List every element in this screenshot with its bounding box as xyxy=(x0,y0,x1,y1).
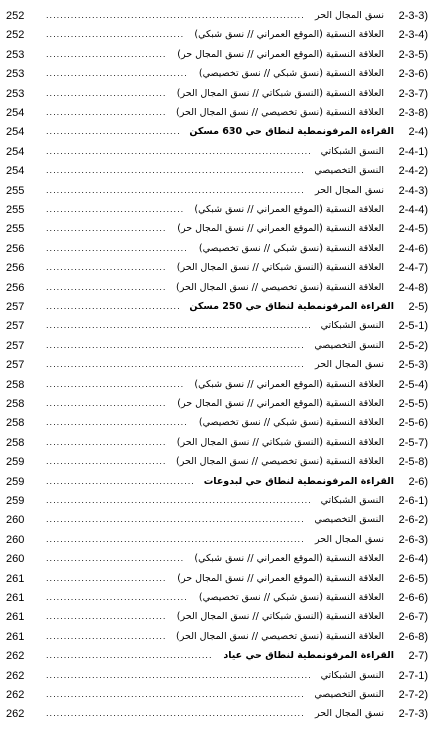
dot-leader: ...................................... xyxy=(46,127,181,137)
entry-number: 2-4-7) xyxy=(398,262,428,275)
toc-entry xyxy=(0,452,434,472)
dot-leader: .......................................... xyxy=(46,476,195,486)
entry-title: القراءة المرفونمطية لنطاق حي 250 مسكن xyxy=(189,301,394,312)
dot-leader: ............................................... xyxy=(46,651,213,661)
dot-leader: ......................................................................... xyxy=(46,166,305,176)
toc-entry xyxy=(0,549,434,569)
dot-leader: ......................................................................... xyxy=(46,185,305,195)
entry-page-number: 256 xyxy=(6,281,25,294)
entry-title: نسق المجال الحر xyxy=(315,10,384,21)
entry-page-number: 261 xyxy=(6,572,25,585)
toc-entry xyxy=(0,472,434,492)
entry-title: العلاقة النسقية (الموقع العمراني // نسق شبكي) xyxy=(194,29,384,41)
entry-number: 2-4-4) xyxy=(398,204,428,216)
entry-page-number: 261 xyxy=(6,592,25,604)
dot-leader: ........................................ xyxy=(46,418,188,428)
toc-entry xyxy=(0,278,434,298)
dot-leader: ....................................... xyxy=(46,379,185,389)
dot-leader: ........................................................................... xyxy=(46,670,312,680)
toc-entry xyxy=(0,84,434,104)
dot-leader: ....................................... xyxy=(46,554,185,564)
entry-title: نسق المجال الحر xyxy=(315,533,384,545)
dot-leader: ......................................................................... xyxy=(46,340,305,350)
dot-leader: .................................. xyxy=(46,282,167,292)
entry-title: النسق التخصيصي xyxy=(314,689,384,700)
entry-page-number: 255 xyxy=(6,184,25,197)
entry-page-number: 252 xyxy=(6,10,25,22)
entry-page-number: 256 xyxy=(6,262,25,275)
entry-title: القراءة المرفونمطية لنطاق حي عياد xyxy=(223,650,394,662)
entry-number: 2-6-4) xyxy=(398,553,428,566)
toc-entry xyxy=(0,200,434,220)
entry-page-number: 252 xyxy=(6,29,25,42)
toc-entry xyxy=(0,704,434,724)
dot-leader: ........................................ xyxy=(46,243,188,253)
entry-number: 2-5-5) xyxy=(398,398,428,410)
entry-page-number: 257 xyxy=(6,359,25,372)
toc-entry xyxy=(0,297,434,317)
dot-leader: .................................. xyxy=(46,399,167,408)
entry-page-number: 262 xyxy=(6,708,25,721)
entry-number: 2-7-3) xyxy=(398,708,428,721)
dot-leader: .................................. xyxy=(46,573,167,583)
entry-title: القراءة المرفونمطية لنطاق حي لبدوعات xyxy=(203,475,394,487)
entry-title: العلاقة النسقية (الموقع العمراني // نسق شبكي) xyxy=(194,378,384,390)
entry-number: 2-3-7) xyxy=(398,87,428,100)
toc-entry xyxy=(0,103,434,123)
entry-title: العلاقة النسقية (نسق شبكي // نسق تخصيصي) xyxy=(198,242,384,254)
entry-number: 2-6) xyxy=(408,475,428,488)
entry-page-number: 258 xyxy=(6,378,25,391)
toc-entry xyxy=(0,316,434,336)
entry-title: النسق التخصيصي xyxy=(314,514,384,526)
dot-leader: .................................. xyxy=(46,437,167,447)
entry-title: النسق التخصيصي xyxy=(314,165,384,177)
entry-number: 2-3-4) xyxy=(398,29,428,42)
toc-entry xyxy=(0,627,434,647)
entry-title: العلاقة النسقية (الموقع العمراني // نسق المجال حر) xyxy=(177,223,384,235)
entry-number: 2-7-2) xyxy=(398,689,428,701)
entry-page-number: 257 xyxy=(6,339,25,352)
entry-page-number: 262 xyxy=(6,689,25,701)
entry-number: 2-3-3) xyxy=(398,10,428,22)
dot-leader: ........................................................................... xyxy=(46,496,312,505)
entry-number: 2-4-3) xyxy=(398,184,428,197)
dot-leader: .................................. xyxy=(46,108,167,117)
dot-leader: .................................. xyxy=(46,224,167,234)
entry-title: نسق المجال الحر xyxy=(315,359,384,371)
entry-page-number: 254 xyxy=(6,145,25,158)
toc-entry xyxy=(0,394,434,414)
entry-number: 2-4-1) xyxy=(398,145,428,158)
toc-entry xyxy=(0,646,434,666)
entry-number: 2-3-6) xyxy=(398,68,428,81)
dot-leader: ...................................... xyxy=(46,302,181,311)
entry-title: النسق الشبكاتي xyxy=(320,320,384,332)
toc-entry xyxy=(0,491,434,511)
dot-leader: ........................................................................... xyxy=(46,146,312,156)
entry-page-number: 260 xyxy=(6,514,25,527)
entry-number: 2-4-6) xyxy=(398,242,428,255)
entry-number: 2-6-2) xyxy=(398,514,428,527)
dot-leader: ....................................... xyxy=(46,205,185,214)
entry-page-number: 254 xyxy=(6,107,25,119)
entry-page-number: 259 xyxy=(6,475,25,488)
entry-number: 2-5-7) xyxy=(398,436,428,449)
entry-number: 2-6-3) xyxy=(398,533,428,546)
toc-entry xyxy=(0,355,434,375)
entry-page-number: 256 xyxy=(6,242,25,255)
entry-page-number: 255 xyxy=(6,223,25,236)
toc-entry xyxy=(0,666,434,686)
entry-title: العلاقة النسقية (الموقع العمراني // نسق شبكي) xyxy=(194,204,384,215)
entry-title: العلاقة النسقية (النسق شبكاتي // نسق المجال الحر) xyxy=(176,611,384,623)
dot-leader: .................................. xyxy=(46,263,167,273)
dot-leader: ........................................ xyxy=(46,69,188,79)
dot-leader: .................................. xyxy=(46,88,167,98)
entry-page-number: 259 xyxy=(6,495,25,507)
dot-leader: ........................................ xyxy=(46,593,188,602)
toc-entry xyxy=(0,510,434,530)
entry-page-number: 262 xyxy=(6,669,25,682)
entry-page-number: 257 xyxy=(6,301,25,313)
entry-title: العلاقة النسقية (نسق تخصيصي // نسق المجال الحر) xyxy=(176,456,384,468)
entry-title: العلاقة النسقية (الموقع العمراني // نسق المجال حر) xyxy=(177,48,384,60)
entry-title: العلاقة النسقية (الموقع العمراني // نسق شبكي) xyxy=(194,553,384,565)
toc-entry xyxy=(0,6,434,26)
entry-page-number: 254 xyxy=(6,126,25,139)
entry-number: 2-5-6) xyxy=(398,417,428,430)
entry-number: 2-4-2) xyxy=(398,165,428,178)
entry-number: 2-5-2) xyxy=(398,339,428,352)
entry-number: 2-7-1) xyxy=(398,669,428,682)
entry-number: 2-6-7) xyxy=(398,611,428,624)
toc-entry xyxy=(0,258,434,278)
entry-number: 2-5) xyxy=(408,301,428,313)
entry-number: 2-5-4) xyxy=(398,378,428,391)
toc-entry xyxy=(0,122,434,142)
entry-title: النسق الشبكاتي xyxy=(320,145,384,157)
toc-entry xyxy=(0,433,434,453)
entry-title: النسق الشبكاتي xyxy=(320,495,384,506)
entry-number: 2-4-8) xyxy=(398,281,428,294)
entry-page-number: 253 xyxy=(6,48,25,61)
entry-title: نسق المجال الحر xyxy=(315,184,384,196)
entry-title: العلاقة النسقية (نسق تخصيصي // نسق المجال الحر) xyxy=(176,630,384,642)
toc-entry xyxy=(0,685,434,705)
entry-number: 2-5-1) xyxy=(398,320,428,333)
entry-page-number: 259 xyxy=(6,456,25,469)
toc-entry xyxy=(0,413,434,433)
entry-title: القراءة المرفونمطية لنطاق حي 630 مسكن xyxy=(189,126,394,138)
entry-title: العلاقة النسقية (نسق شبكي // نسق تخصيصي) xyxy=(198,68,384,80)
entry-number: 2-5-8) xyxy=(398,456,428,469)
toc-entry xyxy=(0,588,434,608)
entry-title: النسق الشبكاتي xyxy=(320,669,384,681)
entry-title: العلاقة النسقية (النسق شبكاتي // نسق المجال الحر) xyxy=(176,436,384,448)
toc-entry xyxy=(0,569,434,589)
toc-entry xyxy=(0,375,434,395)
entry-page-number: 255 xyxy=(6,204,25,216)
entry-title: العلاقة النسقية (الموقع العمراني // نسق المجال حر) xyxy=(177,572,384,584)
dot-leader: ......................................................................... xyxy=(46,360,305,370)
dot-leader: ......................................................................... xyxy=(46,690,305,699)
entry-page-number: 253 xyxy=(6,87,25,100)
entry-number: 2-6-6) xyxy=(398,592,428,604)
entry-number: 2-4-5) xyxy=(398,223,428,236)
entry-page-number: 258 xyxy=(6,398,25,410)
entry-number: 2-5-3) xyxy=(398,359,428,372)
toc-entry xyxy=(0,181,434,201)
entry-page-number: 257 xyxy=(6,320,25,333)
toc-entry xyxy=(0,607,434,627)
entry-page-number: 253 xyxy=(6,68,25,81)
entry-number: 2-3-8) xyxy=(398,107,428,119)
entry-title: نسق المجال الحر xyxy=(315,708,384,720)
dot-leader: ......................................................................... xyxy=(46,534,305,544)
toc-entry xyxy=(0,25,434,45)
entry-page-number: 261 xyxy=(6,630,25,643)
dot-leader: ......................................................................... xyxy=(46,709,305,719)
toc-entry xyxy=(0,142,434,162)
entry-title: العلاقة النسقية (نسق شبكي // نسق تخصيصي) xyxy=(198,592,384,603)
entry-number: 2-6-1) xyxy=(398,495,428,507)
entry-title: العلاقة النسقية (النسق شبكاتي // نسق المجال الحر) xyxy=(176,87,384,99)
dot-leader: .................................. xyxy=(46,457,167,467)
entry-page-number: 258 xyxy=(6,417,25,430)
toc-entry xyxy=(0,64,434,84)
dot-leader: ....................................... xyxy=(46,30,185,40)
entry-number: 2-7) xyxy=(408,650,428,663)
dot-leader: .................................. xyxy=(46,612,167,622)
dot-leader: .................................. xyxy=(46,631,167,641)
entry-title: العلاقة النسقية (الموقع العمراني // نسق المجال حر) xyxy=(177,398,384,409)
entry-page-number: 254 xyxy=(6,165,25,178)
toc-entry xyxy=(0,219,434,239)
entry-title: النسق التخصيصي xyxy=(314,339,384,351)
entry-title: العلاقة النسقية (النسق شبكاتي // نسق المجال الحر) xyxy=(176,262,384,274)
entry-page-number: 258 xyxy=(6,436,25,449)
dot-leader: ........................................................................... xyxy=(46,321,312,331)
entry-title: العلاقة النسقية (نسق تخصيصي // نسق المجال الحر) xyxy=(176,281,384,293)
entry-page-number: 262 xyxy=(6,650,25,663)
entry-page-number: 261 xyxy=(6,611,25,624)
toc-entry xyxy=(0,161,434,181)
entry-page-number: 260 xyxy=(6,553,25,566)
toc-entry xyxy=(0,530,434,550)
entry-number: 2-3-5) xyxy=(398,48,428,61)
entry-number: 2-4) xyxy=(408,126,428,139)
toc-entry xyxy=(0,336,434,356)
entry-title: العلاقة النسقية (نسق تخصيصي // نسق المجال الحر) xyxy=(176,107,384,118)
dot-leader: ......................................................................... xyxy=(46,11,305,20)
entry-number: 2-6-8) xyxy=(398,630,428,643)
toc-entry xyxy=(0,45,434,65)
dot-leader: ......................................................................... xyxy=(46,515,305,525)
entry-page-number: 260 xyxy=(6,533,25,546)
entry-title: العلاقة النسقية (نسق شبكي // نسق تخصيصي) xyxy=(198,417,384,429)
toc-entry xyxy=(0,239,434,259)
dot-leader: .................................. xyxy=(46,49,167,59)
entry-number: 2-6-5) xyxy=(398,572,428,585)
